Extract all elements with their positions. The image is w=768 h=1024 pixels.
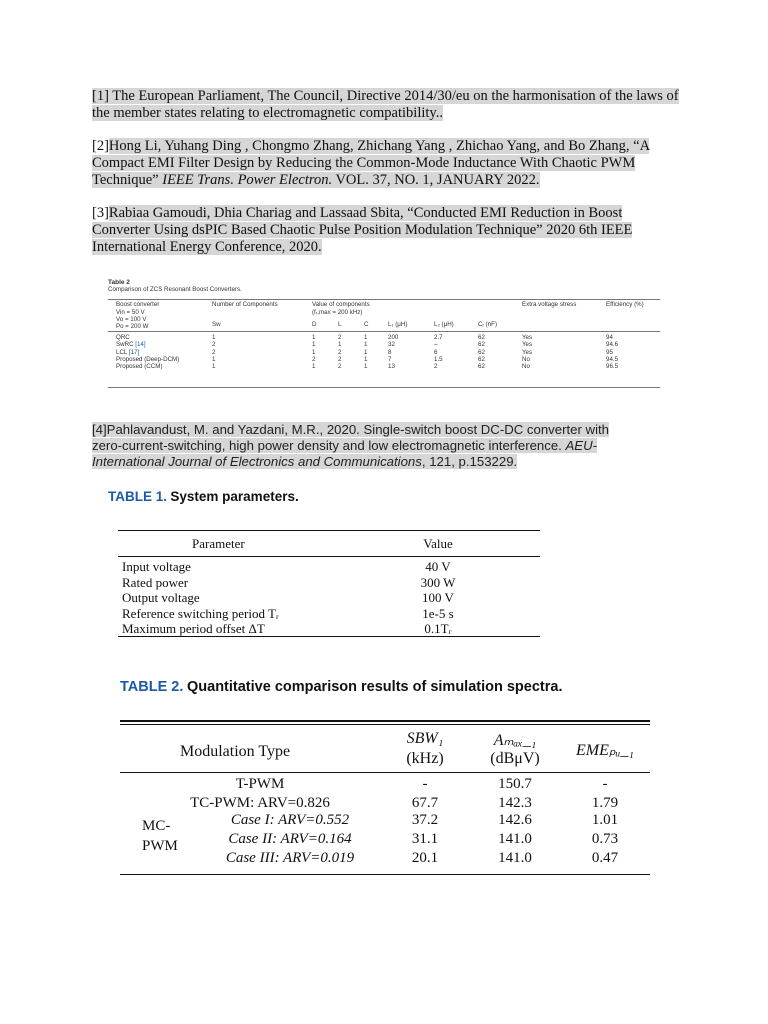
zcs-cell-stress: Yes (522, 348, 533, 356)
zcs-cell-l2: 2 (434, 363, 438, 371)
zcs-comparison-table (108, 279, 660, 389)
zcs-cell-l1: 7 (388, 355, 392, 363)
zcs-cell-l1: 13 (388, 363, 395, 371)
table2-type: T-PWM (235, 776, 285, 792)
zcs-cell-c: 1 (364, 334, 368, 341)
reference-2-num: [2] (92, 138, 109, 154)
zcs-cell-cr: 62 (478, 348, 485, 356)
zcs-cell-eff: 94 (606, 334, 613, 341)
zcs-sub-l: L (338, 321, 342, 328)
zcs-cond-vo: Vo = 100 V (116, 316, 147, 323)
table2-sbw: 67.7 (411, 795, 439, 811)
zcs-col-values: Value of components (312, 301, 370, 308)
zcs-cell-name: LCL [17] (116, 348, 140, 356)
zcs-cell-stress: No (522, 355, 530, 363)
table2-amax: 141.0 (498, 831, 532, 847)
zcs-cell-d: 1 (312, 348, 316, 356)
table1-param: Output voltage (122, 590, 200, 605)
table2-type: TC-PWM: ARV=0.826 (190, 795, 330, 811)
table1-heading (108, 489, 299, 505)
table2-eme: 1.79 (591, 795, 619, 811)
zcs-table-label: Table 2 (108, 279, 130, 286)
zcs-cell-l: 2 (338, 363, 342, 371)
table1-param: Rated power (122, 574, 189, 590)
table1-col-param: Parameter (192, 536, 245, 551)
zcs-cell-eff: 94.6 (606, 341, 619, 349)
zcs-sub-c: C (364, 321, 369, 328)
table2-type: Case I: ARV=0.552 (230, 812, 350, 828)
zcs-cell-sw: 2 (212, 348, 216, 356)
table2-title: Quantitative comparison results of simulation spectra. (187, 679, 563, 695)
zcs-cell-d: 2 (312, 355, 316, 363)
zcs-cell-cr: 62 (478, 334, 485, 341)
table2-mc-label-1: MC- (142, 818, 171, 834)
zcs-sub-d: D (312, 321, 317, 328)
zcs-cond-vin: Vin = 50 V (116, 309, 145, 316)
zcs-sub-l2: L₂ (μH) (434, 321, 454, 328)
table2-mc-label-2: PWM (142, 838, 178, 854)
table1-param: Input voltage (122, 559, 191, 574)
zcs-cell-l2: – (434, 341, 438, 349)
zcs-cell-l2: 1.5 (434, 355, 443, 363)
table2-col-amax: Aₘₐₓ_₁ (493, 732, 537, 749)
zcs-cell-name: Proposed (CCM) (116, 363, 163, 371)
zcs-cell-stress: Yes (522, 334, 533, 341)
zcs-cell-d: 1 (312, 341, 316, 349)
reference-1-text: [1] The European Parliament, The Council, Directive 2014/30/eu on the harmonisation of the laws of the member states relating to electromagnetic compatibility.. (92, 88, 679, 121)
zcs-cell-c: 1 (364, 355, 368, 363)
zcs-cell-sw: 2 (212, 341, 216, 349)
zcs-cell-l2: 2.7 (434, 334, 443, 341)
zcs-cell-l2: 6 (434, 348, 438, 356)
table2-sbw: - (422, 776, 428, 792)
table2-type: Case III: ARV=0.019 (225, 850, 355, 866)
zcs-cell-cr: 62 (478, 341, 485, 349)
zcs-cell-c: 1 (364, 341, 368, 349)
reference-4-text: [4]Pahlavandust, M. and Yazdani, M.R., 2020. Single-switch boost DC-DC converter with zero-current-switching, high power density and low electromagnetic interference. AEU-International Journal of Electronics and Communications, 121, p.153229. (92, 422, 610, 469)
zcs-cell-eff: 94.5 (606, 355, 619, 363)
zcs-sub-l1: L₁ (μH) (388, 321, 408, 328)
zcs-cell-stress: No (522, 363, 530, 371)
table2-label: TABLE 2. (120, 679, 184, 695)
zcs-cell-sw: 1 (212, 334, 216, 341)
table2-amax: 142.6 (498, 812, 532, 828)
zcs-cell-l1: 32 (388, 341, 395, 349)
reference-3-num: [3] (92, 205, 109, 221)
zcs-cell-sw: 1 (212, 355, 216, 363)
zcs-cell-l1: 200 (388, 334, 399, 341)
table1-value: 1e-5 s (422, 605, 454, 621)
zcs-cell-l: 2 (338, 334, 342, 341)
zcs-col-components: Number of Components (212, 301, 278, 308)
table2-amax: 141.0 (498, 850, 532, 866)
table2-amax: 142.3 (498, 795, 532, 811)
table2-heading (120, 679, 562, 696)
reference-2-text: Hong Li, Yuhang Ding , Chongmo Zhang, Zhichang Yang , Zhichao Yang, and Bo Zhang, “A Compact EMI Filter Design by Reducing the Common-Mode Inductance With Chaotic PWM Technique” IEEE Trans. Power Electron. VOL. 37, NO. 1, JANUARY 2022. (92, 138, 650, 188)
table1-value: 300 W (420, 574, 456, 590)
table2-col-sbw-unit: (kHz) (406, 750, 444, 767)
zcs-col-converter: Boost converter (116, 301, 160, 308)
zcs-cell-cr: 62 (478, 355, 485, 363)
table2-amax: 150.7 (498, 776, 532, 792)
zcs-cell-l: 2 (338, 348, 342, 356)
table1-param: Reference switching period Tᵣ (122, 605, 279, 621)
zcs-cell-c: 1 (364, 348, 368, 356)
zcs-cell-d: 1 (312, 363, 316, 371)
zcs-cell-l1: 8 (388, 348, 392, 356)
zcs-cell-stress: Yes (522, 341, 533, 349)
table1 (118, 530, 540, 640)
table2-sbw: 31.1 (411, 831, 439, 847)
zcs-cell-l: 1 (338, 341, 342, 349)
zcs-sub-sw: Sw (212, 321, 221, 328)
reference-2 (92, 138, 682, 189)
table1-param: Maximum period offset ΔT (122, 621, 265, 636)
reference-4 (92, 422, 637, 470)
zcs-col-values-cond: (fᵣ,max = 200 kHz) (312, 309, 363, 316)
table2-type: Case II: ARV=0.164 (228, 831, 352, 847)
zcs-cell-name: SwRC [14] (116, 341, 146, 349)
zcs-cell-sw: 1 (212, 363, 216, 371)
table1-col-value: Value (423, 536, 453, 551)
zcs-cell-cr: 62 (478, 363, 485, 371)
reference-1 (92, 88, 682, 122)
zcs-cell-eff: 96.5 (606, 363, 619, 371)
table2-eme: 0.47 (591, 850, 619, 866)
table1-title: System parameters. (170, 489, 299, 504)
zcs-col-eff: Efficiency (%) (606, 301, 644, 308)
zcs-cond-po: Po = 200 W (116, 323, 149, 330)
table2-sbw: 20.1 (411, 850, 439, 866)
zcs-cell-eff: 95 (606, 348, 613, 356)
reference-3-text: Rabiaa Gamoudi, Dhia Chariag and Lassaad Sbita, “Conducted EMI Reduction in Boost Converter Using dsPIC Based Chaotic Pulse Position Modulation Technique” 2020 6th IEEE International Energy Conference, 2020. (92, 205, 633, 255)
table2-eme: - (602, 776, 608, 792)
table2-col-amax-unit: (dBμV) (490, 750, 540, 767)
zcs-cell-name: QRC (116, 334, 130, 341)
table2-col-eme: EMEₚᵤ_₁ (576, 742, 634, 759)
zcs-table-caption: Comparison of ZCS Resonant Boost Converters. (108, 286, 242, 293)
zcs-cell-d: 1 (312, 334, 316, 341)
zcs-cell-l: 2 (338, 355, 342, 363)
table1-value: 40 V (425, 559, 451, 574)
table1-value: 0.1Tᵣ (424, 621, 452, 636)
zcs-col-stress: Extra voltage stress (522, 301, 577, 308)
zcs-cell-name: Proposed (Deep-DCM) (116, 355, 180, 363)
table2-eme: 0.73 (591, 831, 619, 847)
zcs-cell-c: 1 (364, 363, 368, 371)
zcs-sub-cr: Cᵣ (nF) (478, 321, 498, 328)
table2-sbw: 37.2 (411, 812, 439, 828)
table1-value: 100 V (422, 590, 454, 605)
table2 (120, 718, 650, 876)
table1-label: TABLE 1. (108, 489, 168, 504)
table2-col-sbw: SBW₁ (406, 730, 444, 747)
table2-col-mod: Modulation Type (180, 743, 291, 760)
reference-3 (92, 205, 682, 256)
table2-eme: 1.01 (591, 812, 619, 828)
